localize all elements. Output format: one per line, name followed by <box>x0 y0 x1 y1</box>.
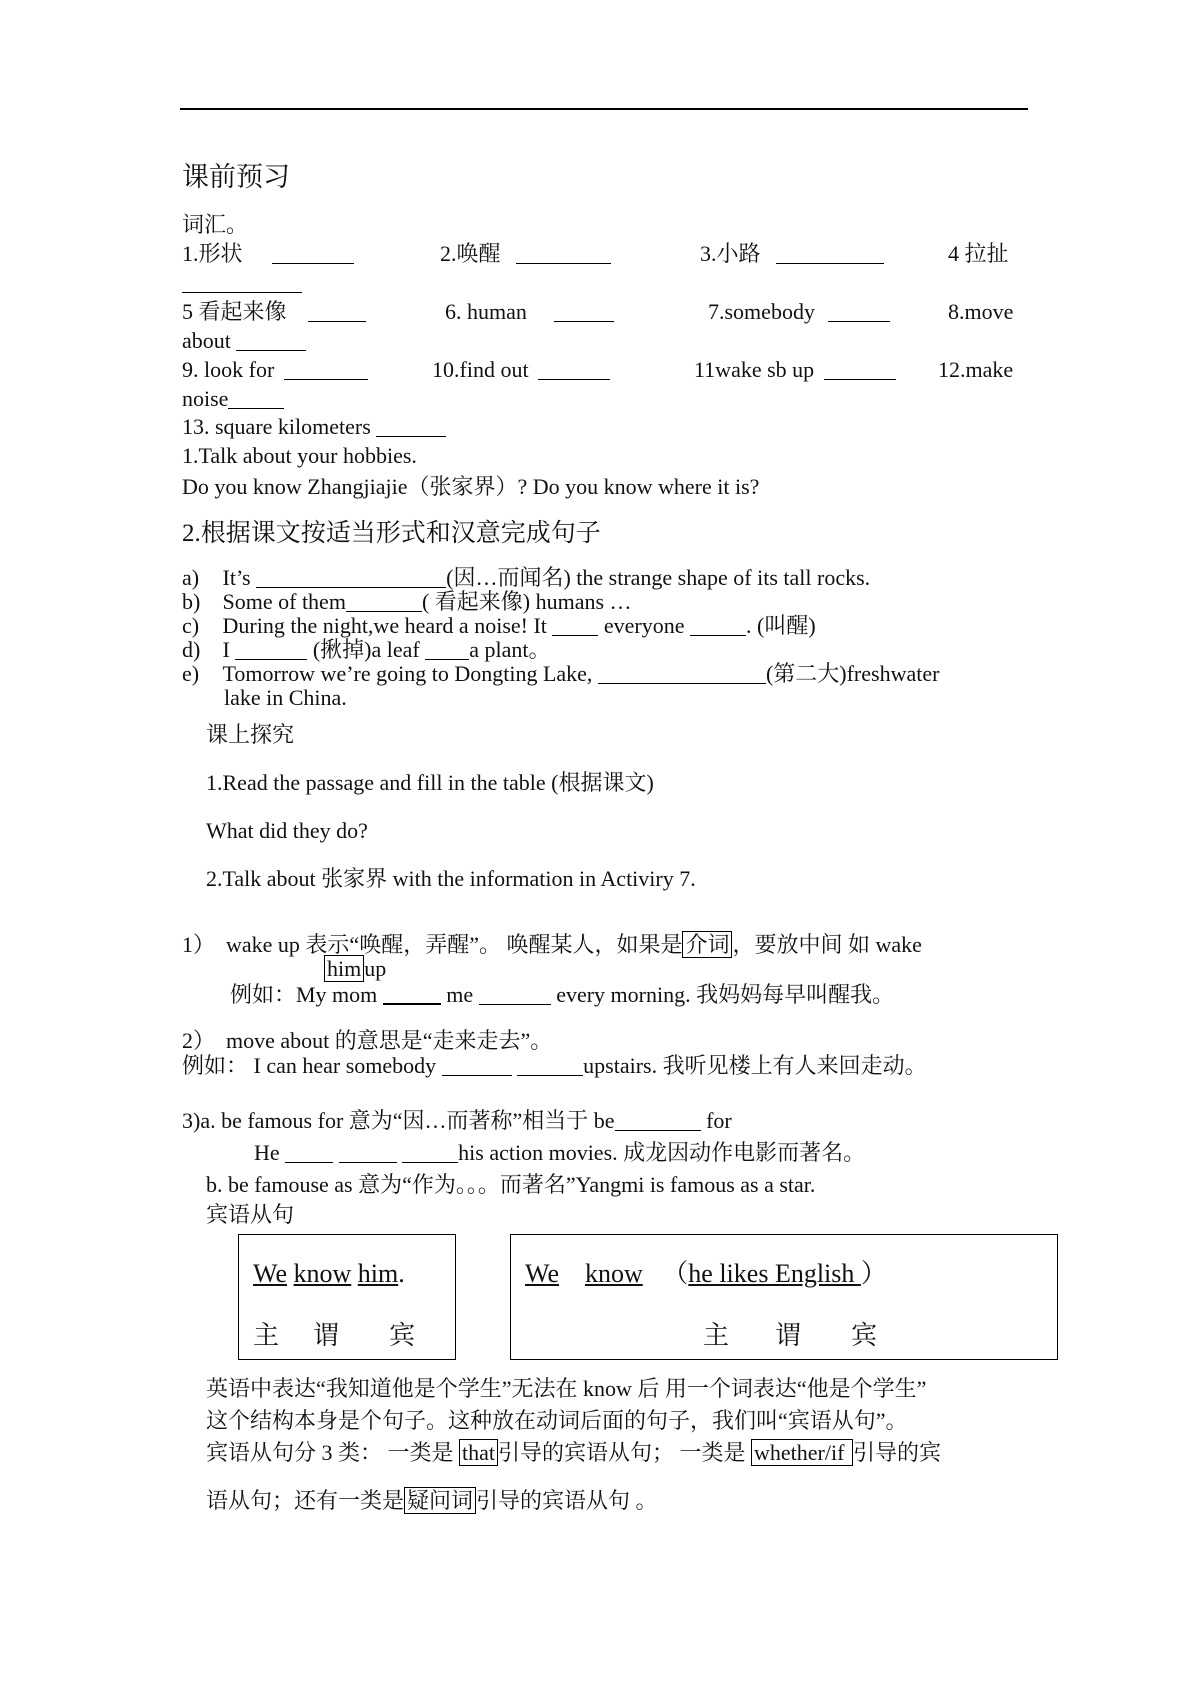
top-rule <box>180 108 1028 110</box>
talk-hobbies: 1.Talk about your hobbies. <box>182 443 417 468</box>
box1-sentence: We know him. <box>253 1259 405 1288</box>
note-2: 2） move about 的意思是“走来走去”。 <box>182 1028 553 1053</box>
example-box-simple <box>238 1234 456 1360</box>
sentence-d: d) I (揪掉)a leaf a plant。 <box>182 637 551 662</box>
vocab-item-13: 13. square kilometers <box>182 414 446 439</box>
note-3a: 3)a. be famous for 意为“因…而著称”相当于 be for <box>182 1108 732 1133</box>
box1-wei: 谓 <box>313 1321 340 1350</box>
note-3a-example: He his action movies. 成龙因动作电影而著名。 <box>254 1140 866 1165</box>
vocab-item-10: 10.find out <box>432 357 610 382</box>
box2-sentence: We know （he likes English ） <box>525 1259 887 1288</box>
note-2-example: 例如： I can hear somebody upstairs. 我听见楼上有人来回走动。 <box>182 1053 927 1078</box>
box2-wei: 谓 <box>775 1321 802 1350</box>
note-1: 1） wake up 表示“唤醒，弄醒”。 唤醒某人，如果是 介词 ，要放中间 如 wake <box>182 932 922 957</box>
note-1-cont: him up <box>324 956 386 981</box>
vocab-item-5: 5 看起来像 <box>182 299 366 324</box>
vocab-item-8: 8.move <box>948 299 1014 324</box>
note-3b: b. be famouse as 意为“作为。。。而著名”Yangmi is famous as a star. <box>206 1172 816 1197</box>
vocab-heading: 词汇。 <box>182 212 249 237</box>
sentence-e-cont: lake in China. <box>224 685 347 710</box>
vocab-item-4: 4 拉扯 <box>948 241 1009 266</box>
vocab-item-12: 12.make <box>938 357 1014 382</box>
vocab-item-7: 7.somebody <box>708 299 890 324</box>
object-clause-title: 宾语从句 <box>206 1202 295 1227</box>
box1-bin: 宾 <box>389 1321 416 1350</box>
vocab-item-8-cont: about <box>182 328 306 353</box>
zhangjiajie-question: Do you know Zhangjiajie（张家界）? Do you know where it is? <box>182 474 760 499</box>
explain-line-1: 英语中表达“我知道他是个学生”无法在 know 后 用一个词表达“他是个学生” <box>206 1376 927 1401</box>
box2-zhu: 主 <box>703 1321 730 1350</box>
explain-line-2: 这个结构本身是个句子。这种放在动词后面的句子，我们叫“宾语从句”。 <box>206 1408 908 1433</box>
explain-line-3: 宾语从句分 3 类： 一类是 that 引导的宾语从句； 一类是 whether/if 引导的宾 <box>206 1440 941 1465</box>
vocab-item-9: 9. look for <box>182 357 368 382</box>
section2-title: 2.根据课文按适当形式和汉意完成句子 <box>182 520 601 547</box>
note-1-example: 例如：My mom me every morning. 我妈妈每早叫醒我。 <box>230 982 895 1007</box>
vocab-item-4-blank <box>182 270 302 295</box>
inclass-title: 课上探究 <box>206 722 295 747</box>
vocab-item-12-cont: noise <box>182 386 284 411</box>
vocab-item-11: 11wake sb up <box>694 357 896 382</box>
explain-line-4: 语从句；还有一类是 疑问词 引导的宾语从句 。 <box>206 1488 658 1513</box>
vocab-item-1: 1.形状 <box>182 241 354 266</box>
what-did-they-do: What did they do? <box>206 818 368 843</box>
vocab-item-3: 3.小路 <box>700 241 884 266</box>
talk-zhangjiajie: 2.Talk about 张家界 with the information in Activiry 7. <box>206 866 696 891</box>
read-passage: 1.Read the passage and fill in the table (根据课文) <box>206 770 654 795</box>
sentence-e: e) Tomorrow we’re going to Dongting Lake, (第二大)freshwater <box>182 661 940 686</box>
sentence-b: b) Some of them ( 看起来像) humans … <box>182 589 632 614</box>
vocab-item-6: 6. human <box>445 299 614 324</box>
sentence-a: a) It’s (因…而闻名) the strange shape of its tall rocks. <box>182 565 871 590</box>
sentence-c: c) During the night,we heard a noise! It everyone . (叫醒) <box>182 613 816 638</box>
preview-title: 课前预习 <box>182 162 290 192</box>
box2-bin: 宾 <box>851 1321 878 1350</box>
vocab-item-2: 2.唤醒 <box>440 241 611 266</box>
box1-zhu: 主 <box>253 1321 280 1350</box>
example-box-clause <box>510 1234 1058 1360</box>
